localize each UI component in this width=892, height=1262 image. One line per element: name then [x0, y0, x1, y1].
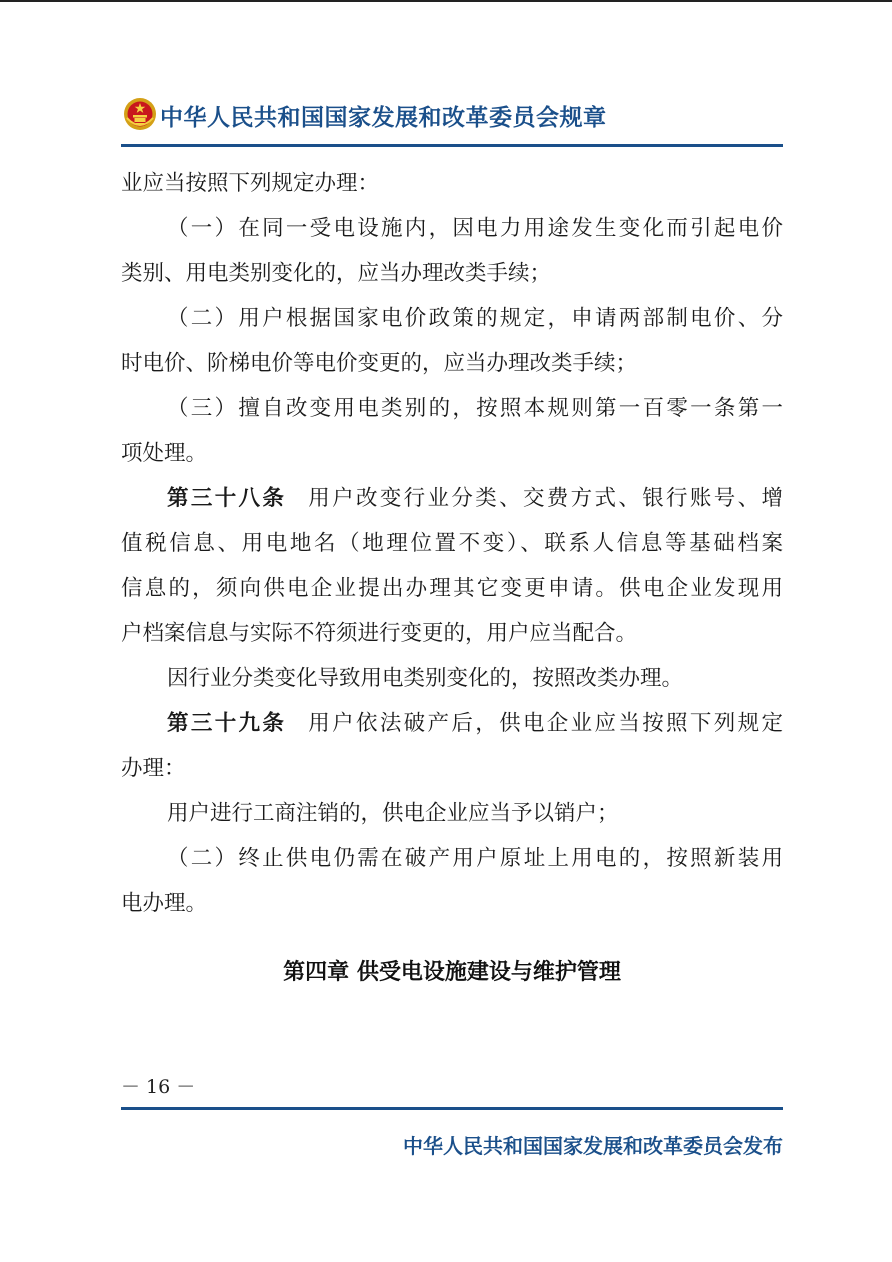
text-content: （二）用户根据国家电价政策的规定，申请两部制电价、分 [167, 306, 783, 331]
text-line [121, 296, 783, 341]
text-content: 业应当按照下列规定办理： [121, 171, 380, 196]
text-line [121, 656, 783, 701]
text-line [121, 386, 783, 431]
text-content: 办理： [121, 756, 186, 781]
text-line [121, 431, 783, 476]
page-number: － 16 － [121, 1076, 196, 1098]
text-content: 信息的，须向供电企业提出办理其它变更申请。供电企业发现用 [121, 576, 783, 601]
text-line [121, 161, 783, 206]
text-content: 值税信息、用电地名（地理位置不变）、联系人信息等基础档案 [121, 531, 783, 556]
text-line [121, 341, 783, 386]
text-line [121, 746, 783, 791]
text-line [121, 791, 783, 836]
text-content: 因行业分类变化导致用电类别变化的，按照改类办理。 [167, 666, 684, 691]
national-emblem-icon [122, 96, 158, 132]
text-content: （三）擅自改变用电类别的，按照本规则第一百零一条第一 [167, 396, 783, 421]
text-line [121, 521, 783, 566]
text-line [121, 566, 783, 611]
text-line [121, 251, 783, 296]
chapter-title: 第四章 供受电设施建设与维护管理 [283, 960, 621, 985]
text-content: 用户改变行业分类、交费方式、银行账号、增 [308, 486, 783, 511]
article-number: 第三十九条 [167, 711, 287, 736]
text-content: 时电价、阶梯电价等电价变更的，应当办理改类手续； [121, 351, 638, 376]
text-line [121, 611, 783, 656]
top-border [0, 0, 892, 2]
text-content: 户档案信息与实际不符须进行变更的，用户应当配合。 [121, 621, 638, 646]
text-line [121, 701, 783, 746]
footer-rule [121, 1107, 783, 1110]
text-content: （二）终止供电仍需在破产用户原址上用电的，按照新装用 [167, 846, 783, 871]
header-rule [121, 144, 783, 147]
text-content: 项处理。 [121, 441, 208, 466]
text-content: 类别、用电类别变化的，应当办理改类手续； [121, 261, 552, 286]
text-content: 用户进行工商注销的，供电企业应当予以销户； [167, 801, 619, 826]
footer-publisher: 中华人民共和国国家发展和改革委员会发布 [403, 1134, 783, 1158]
text-line [121, 836, 783, 881]
article-number: 第三十八条 [167, 486, 287, 511]
header-title: 中华人民共和国国家发展和改革委员会规章 [160, 105, 607, 131]
text-line [121, 881, 783, 926]
body-text [121, 161, 783, 926]
page-header [122, 96, 784, 136]
text-content: 用户依法破产后，供电企业应当按照下列规定 [308, 711, 783, 736]
text-line [121, 206, 783, 251]
text-content: （一）在同一受电设施内，因电力用途发生变化而引起电价 [167, 216, 783, 241]
text-content: 电办理。 [121, 891, 208, 916]
text-line [121, 476, 783, 521]
